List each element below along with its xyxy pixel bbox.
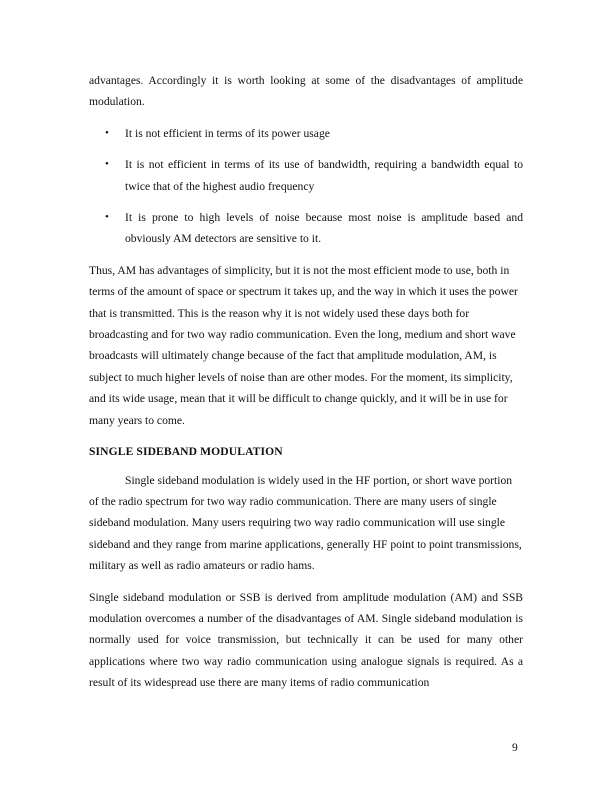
conclusion-lead: Thus, (89, 263, 116, 277)
conclusion-text: AM has advantages of simplicity, but it is not the most efficient mode to use, both in terms of the amount of space or spectrum it takes up, and the way in which it uses the power that is transmitted. This is the reason why it is not widely used these days both for broadcasting and for two way radio communication. Even the long, medium and short wave broadcasts will ultimately change because of the fact that amplitude modulation, AM, is subject to much higher levels of noise than are other modes. For the moment, its simplicity, and its wide usage, mean that it will be difficult to change quickly, and it will be in use for many years to come. (89, 263, 518, 427)
ssb-paragraph-1: Single sideband modulation is widely used in the HF portion, or short wave portion of the radio spectrum for two way radio communication. There are many users of single sideband modulation. Many users requiring two way radio communication will use single sideband and they range from marine applications, generally HF point to point transmissions, military as well as radio amateurs or radio hams. (89, 473, 522, 573)
disadvantages-list (89, 123, 523, 250)
intro-paragraph: advantages. Accordingly it is worth looking at some of the disadvantages of amplitude modulation. (89, 74, 523, 109)
page-number: 9 (512, 741, 518, 754)
list-item (89, 154, 523, 197)
conclusion-paragraph (89, 260, 523, 431)
list-item-text: It is not efficient in terms of its use of bandwidth, requiring a bandwidth equal to twice that of the highest audio frequency (125, 158, 523, 193)
list-item-text: It is prone to high levels of noise because most noise is amplitude based and obviously AM detectors are sensitive to it. (125, 211, 523, 246)
bullet-icon: • (105, 126, 109, 139)
bullet-icon: • (105, 211, 109, 224)
bullet-icon: • (105, 158, 109, 171)
list-item (89, 207, 523, 250)
ssb-paragraph-2: Single sideband modulation or SSB is derived from amplitude modulation (AM) and SSB modulation overcomes a number of the disadvantages of AM. Single sideband modulation is normally used for voice transmission, but technically it can be used for many other applications where two way radio communication using analogue signals is required. As a result of its widespread use there are many items of radio communication (89, 590, 523, 690)
section-heading: SINGLE SIDEBAND MODULATION (89, 445, 283, 459)
page-body (89, 70, 523, 694)
list-item-text: It is not efficient in terms of its power usage (125, 126, 330, 140)
list-item (89, 123, 523, 144)
